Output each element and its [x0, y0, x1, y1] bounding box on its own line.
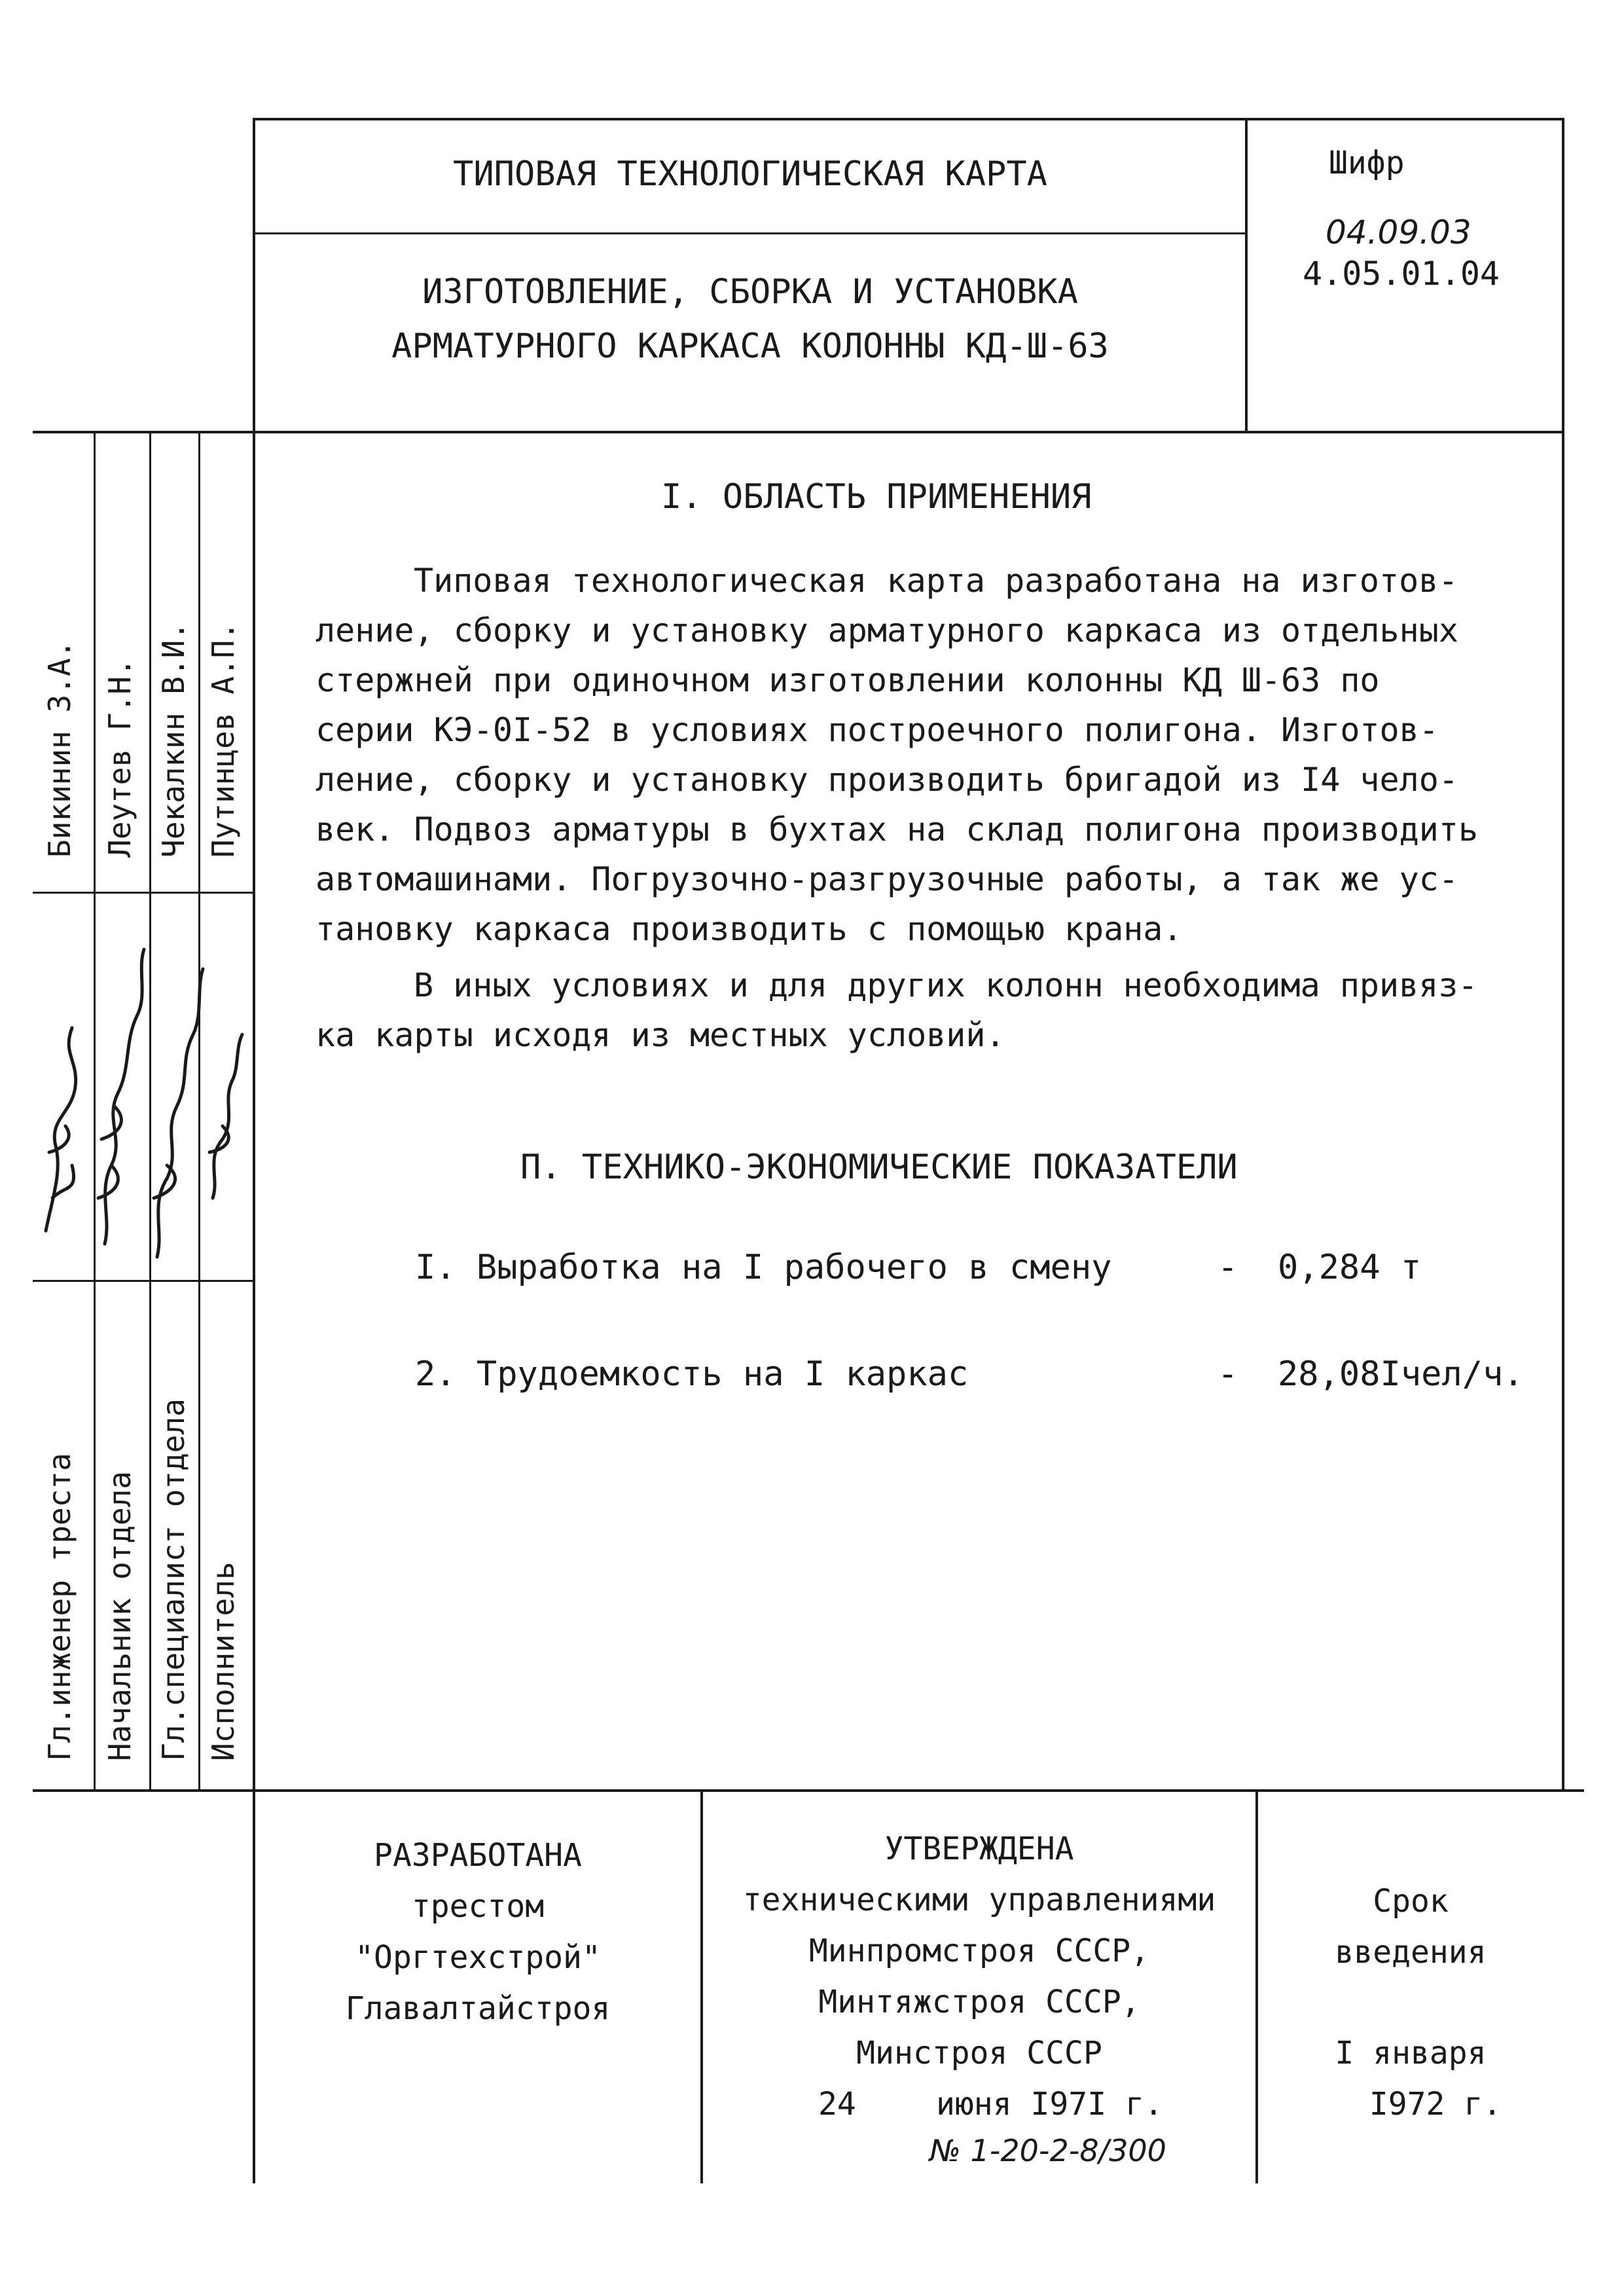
indicator-dash: -	[1218, 1248, 1238, 1287]
approved-line: УТВЕРЖДЕНА	[884, 1831, 1074, 1867]
signature-2	[98, 949, 144, 1244]
side-position-3: Гл.специалист отдела	[156, 1398, 191, 1761]
approved-line: Минпромстроя СССР,	[808, 1933, 1150, 1969]
section-1-line: Типовая технологическая карта разработана на изготов-	[414, 562, 1458, 600]
developed-line: РАЗРАБОТАНА	[374, 1837, 582, 1874]
term-date: I января	[1335, 2035, 1487, 2071]
section-2-heading: П. ТЕХНИКО-ЭКОНОМИЧЕСКИЕ ПОКАЗАТЕЛИ	[520, 1148, 1238, 1187]
term-date: I972 г.	[1369, 2086, 1502, 2123]
approved-day: 24	[818, 2086, 856, 2123]
code-typed: 4.05.01.04	[1303, 255, 1500, 293]
approved-number: № 1-20-2-8/300	[929, 2133, 1166, 2168]
section-1-line: тановку каркаса производить с помощью крана.	[316, 910, 1183, 948]
frame-top-line	[254, 118, 1564, 120]
footer-top-line	[33, 1789, 1584, 1792]
side-name-3: Чекалкин В.И.	[156, 621, 191, 858]
section-1-line: стержней при одиночном изготовлении колонны КД Ш-63 по	[316, 661, 1380, 699]
frame-left-line	[253, 118, 255, 2183]
card-type-title: ТИПОВАЯ ТЕХНОЛОГИЧЕСКАЯ КАРТА	[453, 155, 1047, 194]
approved-date: июня I97I г.	[936, 2086, 1163, 2123]
indicator-dash: -	[1218, 1355, 1238, 1394]
section-1-heading: I. ОБЛАСТЬ ПРИМЕНЕНИЯ	[661, 477, 1092, 517]
code-label: Шифр	[1329, 145, 1405, 181]
indicator-value: 28,08Iчел/ч.	[1278, 1355, 1524, 1394]
side-position-1: Гл.инженер треста	[42, 1453, 77, 1761]
section-1-line: ка карты исходя из местных условий.	[316, 1016, 1005, 1054]
frame-right-line	[1562, 118, 1564, 1791]
header-bottom-line	[33, 431, 1564, 433]
card-title-line-1: ИЗГОТОВЛЕНИЕ, СБОРКА И УСТАНОВКА	[422, 272, 1078, 312]
approved-line: Минтяжстроя СССР,	[818, 1984, 1140, 2020]
side-name-1: Бикинин З.А.	[42, 640, 77, 858]
indicator-label: I. Выработка на I рабочего в смену	[415, 1248, 1112, 1287]
term-label: введения	[1335, 1934, 1487, 1971]
term-label: Срок	[1373, 1883, 1449, 1920]
signature-1	[46, 1028, 76, 1231]
card-title-line-2: АРМАТУРНОГО КАРКАСА КОЛОННЫ КД-Ш-63	[391, 327, 1109, 366]
footer-divider-2	[1255, 1791, 1258, 2183]
header-code-divider	[1245, 118, 1248, 432]
signature-4	[209, 1034, 242, 1198]
side-position-4: Исполнитель	[206, 1561, 241, 1761]
section-1-line: В иных условиях и для других колонн необходима привяз-	[414, 966, 1478, 1004]
side-row-line-2	[33, 1280, 254, 1282]
section-1-line: век. Подвоз арматуры в бухтах на склад полигона производить	[316, 811, 1479, 848]
header-inner-line	[254, 232, 1245, 234]
side-name-4: Путинцев А.П.	[206, 621, 241, 858]
section-1-line: ление, сборку и установку производить бригадой из I4 чело-	[316, 761, 1458, 799]
side-position-2: Начальник отдела	[102, 1470, 137, 1761]
signature-3	[154, 969, 203, 1257]
developed-line: трестом	[411, 1888, 545, 1925]
approved-line: Минстроя СССР	[856, 2035, 1102, 2071]
signatures	[26, 890, 249, 1277]
approved-line: техническими управлениями	[742, 1882, 1216, 1918]
section-1-line: серии КЭ-0I-52 в условиях построечного полигона. Изготов-	[316, 711, 1439, 749]
side-name-2: Леутев Г.Н.	[102, 658, 137, 858]
section-1-line: автомашинами. Погрузочно-разгрузочные работы, а так же ус-	[316, 860, 1458, 898]
developed-line: "Оргтехстрой"	[355, 1939, 601, 1976]
code-handwritten: 04.09.03	[1326, 213, 1471, 251]
indicator-label: 2. Трудоемкость на I каркас	[415, 1355, 969, 1394]
section-1-line: ление, сборку и установку арматурного каркаса из отдельных	[316, 611, 1458, 649]
developed-line: Главалтайстроя	[345, 1990, 611, 2027]
indicator-value: 0,284 т	[1278, 1248, 1422, 1287]
